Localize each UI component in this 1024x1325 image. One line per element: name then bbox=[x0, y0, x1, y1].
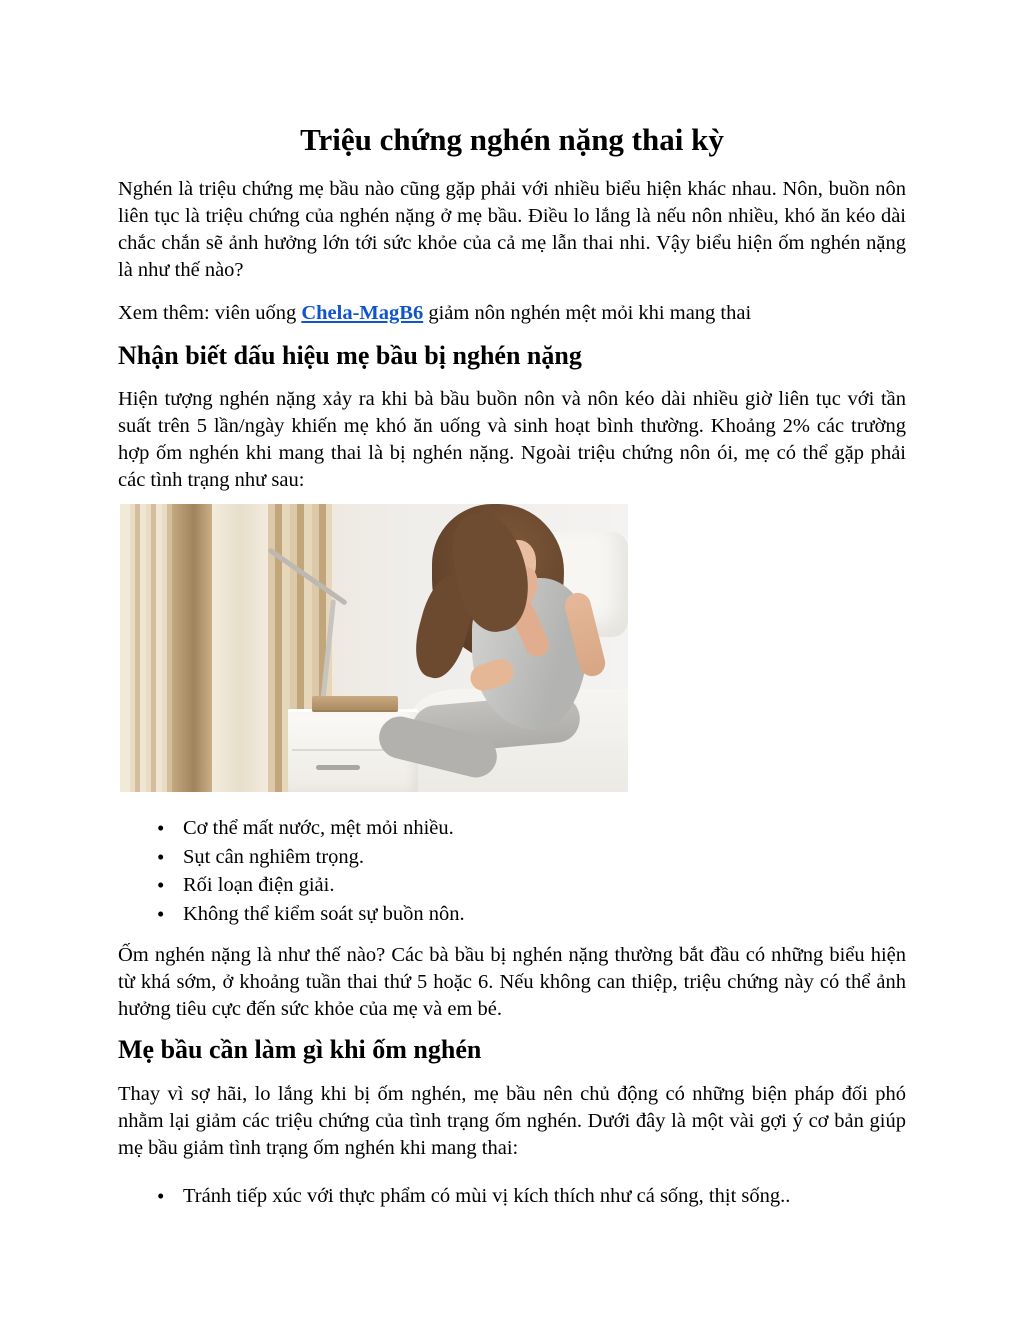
list-item: • Sụt cân nghiêm trọng. bbox=[155, 843, 906, 872]
section1-conclusion-paragraph: Ốm nghén nặng là như thế nào? Các bà bầu bị nghén nặng thường bắt đầu có những biểu hiện từ khá sớm, ở khoảng tuần thai thứ 5 hoặc 6. Nếu không can thiệp, triệu chứng này có thể ảnh hưởng tiêu cực đến sức khỏe của mẹ và em bé. bbox=[118, 944, 906, 1020]
photo-drawer-handle-shape bbox=[316, 765, 360, 770]
page-title: Triệu chứng nghén nặng thai kỳ bbox=[300, 122, 724, 157]
section2-paragraph: Thay vì sợ hãi, lo lắng khi bị ốm nghén, mẹ bầu nên chủ động có những biện pháp đối phó nhằm lại giảm các triệu chứng của tình trạng ốm nghén. Dưới đây là một vài gợi ý cơ bản giúp mẹ bầu giảm tình trạng ốm nghén khi mang thai: bbox=[118, 1083, 906, 1159]
section2-heading: Mẹ bầu cần làm gì khi ốm nghén bbox=[118, 1035, 482, 1064]
see-more-line bbox=[118, 300, 906, 327]
photo-book-shape bbox=[312, 696, 398, 710]
intro-paragraph: Nghén là triệu chứng mẹ bầu nào cũng gặp phải với nhiều biểu hiện khác nhau. Nôn, buồn nôn liên tục là triệu chứng của nghén nặng ở mẹ bầu. Điều lo lắng là nếu nôn nhiều, khó ăn kéo dài chắc chắn sẽ ảnh hưởng lớn tới sức khỏe của cả mẹ lẫn thai nhi. Vậy biểu hiện ốm nghén nặng là như thế nào? bbox=[118, 178, 906, 281]
list-item: • Không thể kiểm soát sự buồn nôn. bbox=[155, 900, 906, 929]
list-item: • Rối loạn điện giải. bbox=[155, 871, 906, 900]
chela-magb6-link[interactable]: Chela-MagB6 bbox=[301, 302, 424, 324]
section1-paragraph: Hiện tượng nghén nặng xảy ra khi bà bầu buồn nôn và nôn kéo dài nhiều giờ liên tục với tần suất trên 5 lần/ngày khiến mẹ khó ăn uống và sinh hoạt bình thường. Khoảng 2% các trường hợp ốm nghén khi mang thai là bị nghén nặng. Ngoài triệu chứng nôn ói, mẹ có thể gặp phải các tình trạng như sau: bbox=[118, 388, 906, 491]
list-item: • Tránh tiếp xúc với thực phẩm có mùi vị kích thích như cá sống, thịt sống.. bbox=[155, 1182, 906, 1211]
section1-heading: Nhận biết dấu hiệu mẹ bầu bị nghén nặng bbox=[118, 341, 582, 370]
see-more-suffix: giảm nôn nghén mệt mỏi khi mang thai bbox=[423, 302, 752, 324]
photo-sheer-curtain-shape bbox=[212, 504, 268, 792]
list-item: • Cơ thể mất nước, mệt mỏi nhiều. bbox=[155, 814, 906, 843]
article-image bbox=[120, 504, 628, 792]
see-more-prefix: Xem thêm: viên uống bbox=[118, 302, 302, 324]
advice-list bbox=[155, 1182, 906, 1211]
photo-curtain-left-shape bbox=[130, 504, 172, 792]
symptom-list bbox=[155, 814, 906, 928]
photo-curtain-stripe-shape bbox=[172, 504, 212, 792]
